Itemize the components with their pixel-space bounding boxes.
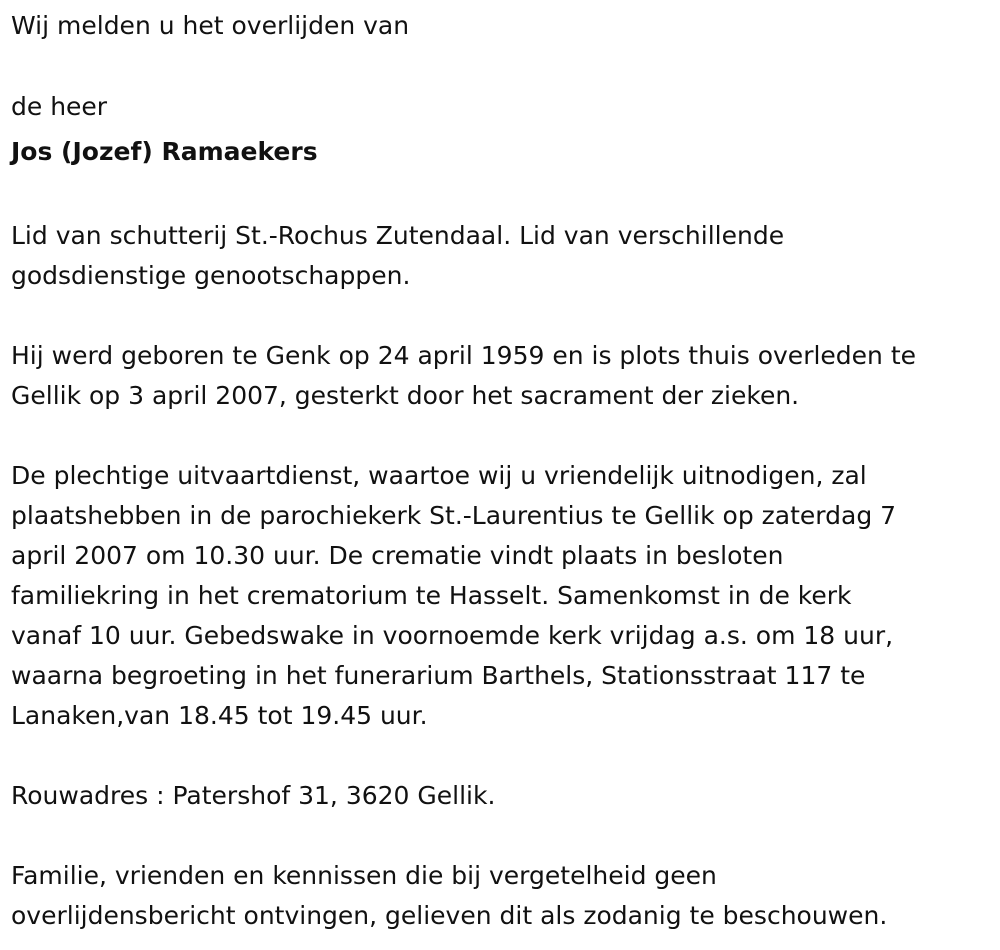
spacer [11,46,986,86]
spacer [11,736,986,776]
mourning-address: Rouwadres : Patershof 31, 3620 Gellik. [11,781,496,810]
deceased-name: Jos (Jozef) Ramaekers [11,137,318,166]
spacer [11,416,986,456]
intro-text: Wij melden u het overlijden van [11,11,410,40]
funeral-paragraph: De plechtige uitvaartdienst, waartoe wij u vriendelijk uitnodigen, zal plaatshebben in de parochiekerk St.-Laurentius te Gellik op zaterdag 7 april 2007 om 10.30 uur. De crematie vindt plaats in besloten familiekring in het crematorium te Hasselt. Samenkomst in de kerk vanaf 10 uur. Gebedswake in voornoemde kerk vrijdag a.s. om 18 uur, waarna begroeting in het funerarium Barthels, Stationsstraat 117 te Lanaken,van 18.45 tot 19.45 uur. [11,461,897,730]
membership-paragraph: Lid van schutterij St.-Rochus Zutendaal. Lid van verschillende godsdienstige genootschappen. [11,221,785,290]
honorific-text: de heer [11,92,108,121]
obituary-notice [11,6,986,936]
closing-paragraph: Familie, vrienden en kennissen die bij vergetelheid geen overlijdensbericht ontvingen, gelieven dit als zodanig te beschouwen. [11,861,888,930]
spacer [11,816,986,856]
spacer [11,296,986,336]
spacer [11,176,986,216]
birth-death-paragraph: Hij werd geboren te Genk op 24 april 1959 en is plots thuis overleden te Gellik op 3 april 2007, gesterkt door het sacrament der zieken. [11,341,917,410]
